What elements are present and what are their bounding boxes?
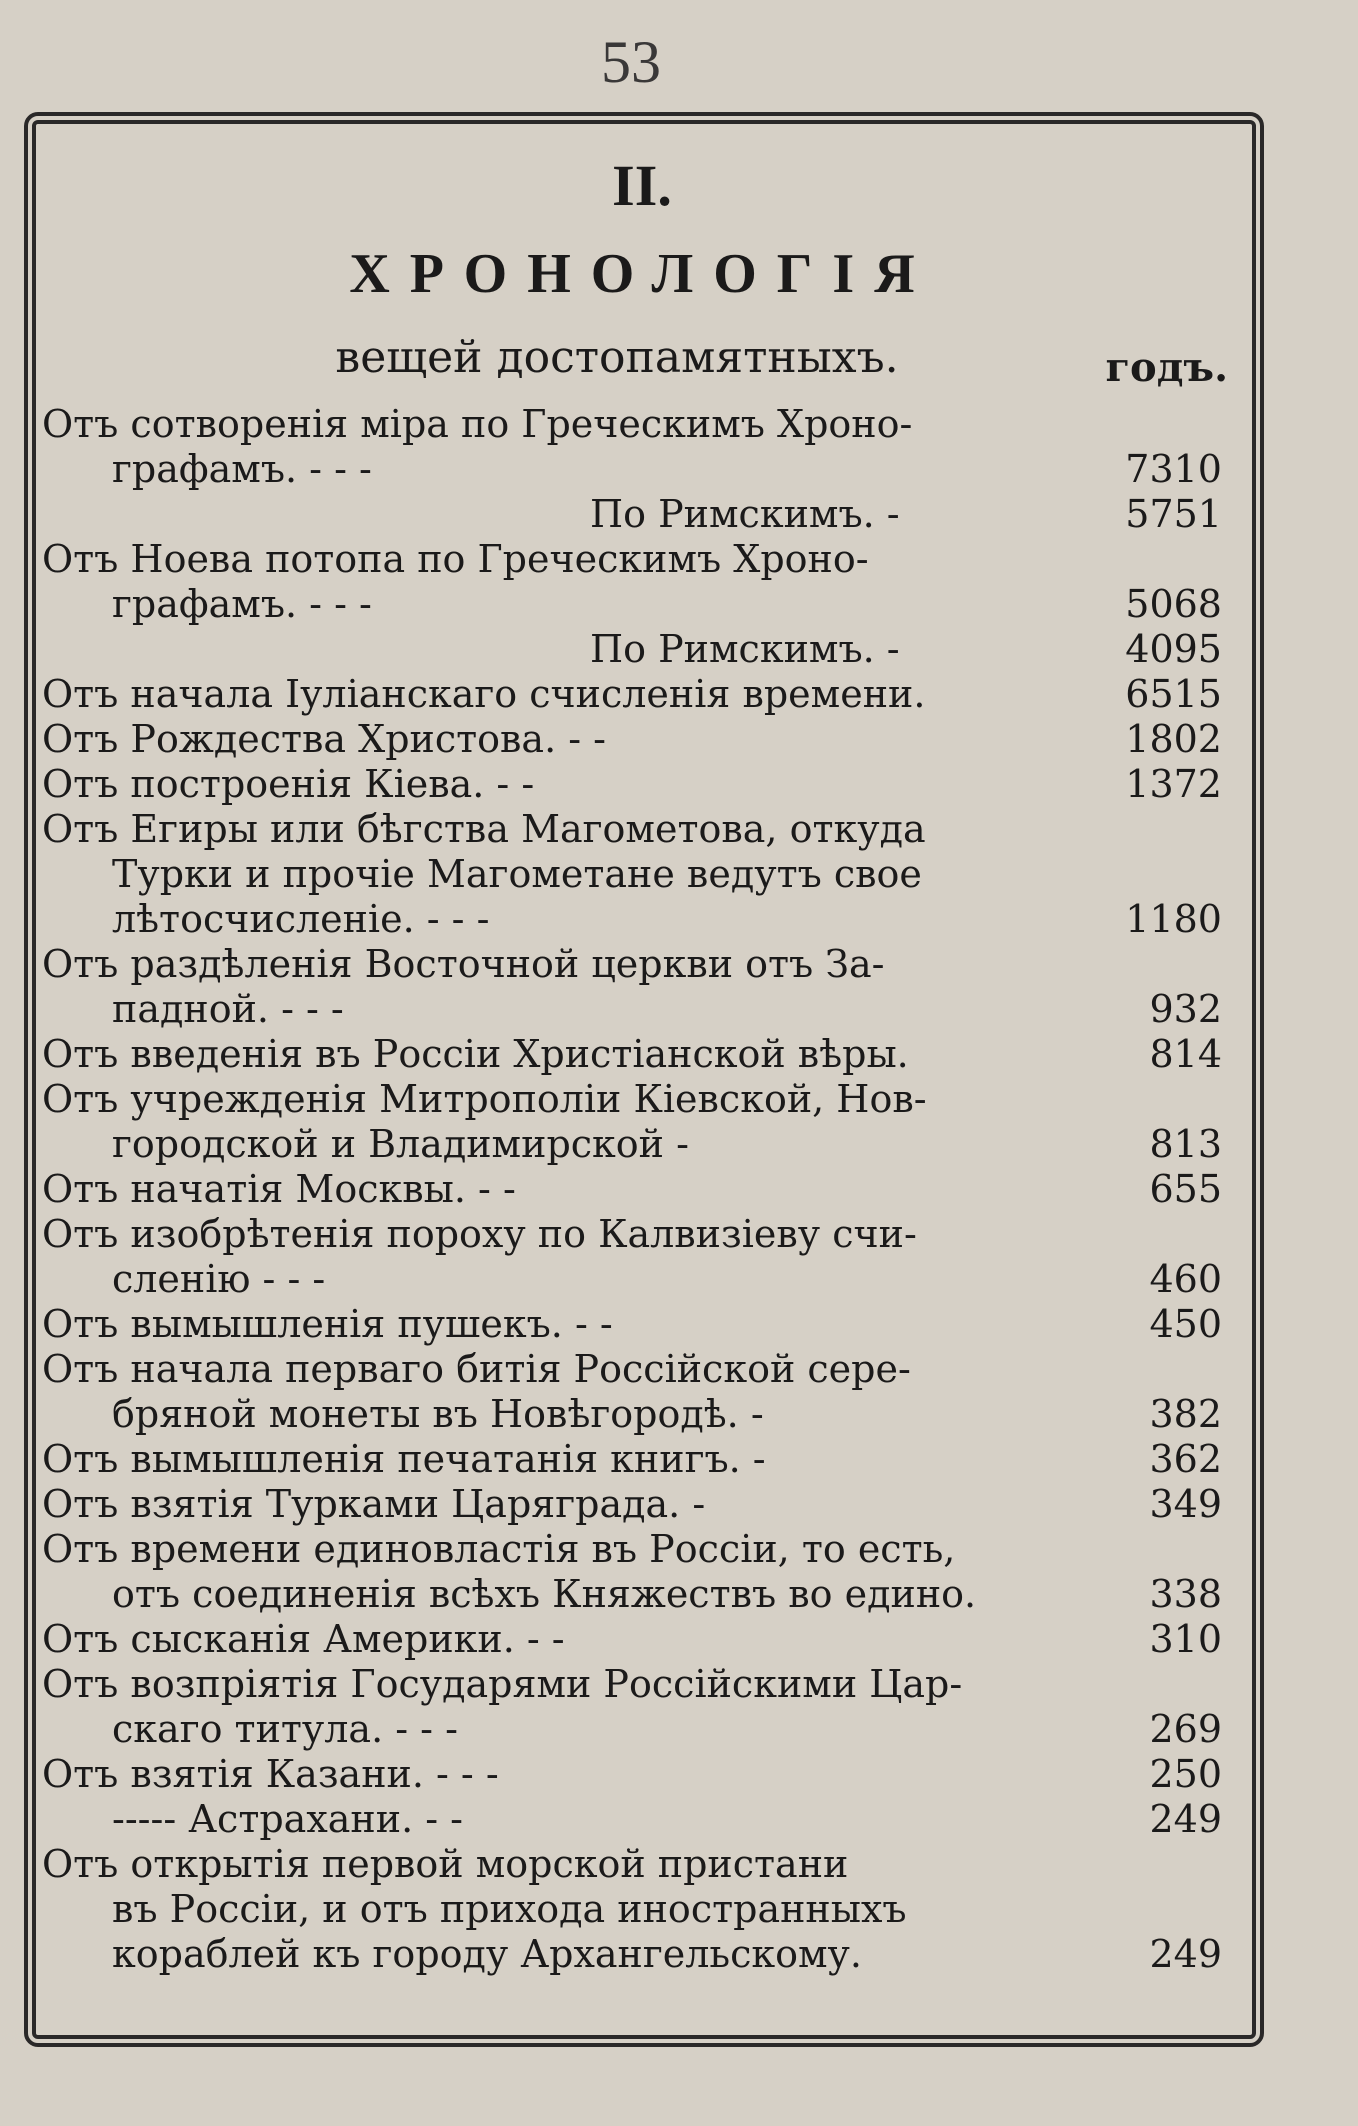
entry-line	[42, 762, 1242, 807]
entry-year: 1180	[1125, 897, 1222, 941]
chronology-entry	[42, 942, 1242, 1032]
entry-year: 269	[1149, 1707, 1222, 1751]
chronology-entry	[42, 672, 1242, 717]
subtitle-row	[42, 328, 1242, 402]
entry-year: 5068	[1125, 582, 1222, 626]
entry-year: 932	[1149, 987, 1222, 1031]
entry-line	[42, 1842, 1242, 1887]
entry-text: Отъ начала Іуліанскаго счисленія времени.	[42, 672, 926, 716]
entry-text: въ Россіи, и отъ прихода иностранныхъ	[112, 1887, 907, 1931]
entry-text: Отъ времени единовластія въ Россіи, то есть,	[42, 1527, 956, 1571]
section-number: II.	[612, 153, 672, 218]
entry-text: городской и Владимирской -	[112, 1122, 689, 1166]
entry-year: 1372	[1125, 762, 1222, 806]
entry-line	[42, 852, 1242, 897]
entry-text: бряной монеты въ Новѣгородѣ. -	[112, 1392, 764, 1436]
entry-text: Отъ открытія первой морской пристани	[42, 1842, 849, 1886]
entry-line	[42, 1167, 1242, 1212]
chronology-entry	[42, 1482, 1242, 1527]
entry-year: 813	[1149, 1122, 1222, 1166]
year-column-header: годъ.	[1105, 344, 1228, 391]
entry-line	[42, 1752, 1242, 1797]
entry-text: Отъ сысканія Америки. - -	[42, 1617, 565, 1661]
entry-line	[42, 582, 1242, 627]
entry-text: Отъ Егиры или бѣгства Магометова, откуда	[42, 807, 926, 851]
entry-year: 249	[1149, 1932, 1222, 1976]
entry-line	[42, 807, 1242, 852]
chronology-entry	[42, 1437, 1242, 1482]
entry-line	[42, 1392, 1242, 1437]
chronology-entry	[42, 1167, 1242, 1212]
entry-text: Отъ построенія Кіева. - -	[42, 762, 535, 806]
entry-line	[42, 1122, 1242, 1167]
entry-year: 362	[1149, 1437, 1222, 1481]
entry-line	[42, 1302, 1242, 1347]
chronology-entry	[42, 1032, 1242, 1077]
entry-text: падной. - - -	[112, 987, 344, 1031]
chronology-entry	[42, 717, 1242, 762]
chronology-entry	[42, 1617, 1242, 1662]
chronology-entry	[42, 537, 1242, 627]
chronology-entry	[42, 1527, 1242, 1617]
chronology-entry	[42, 1347, 1242, 1437]
entry-text: По Римскимъ. -	[590, 627, 900, 671]
entry-text: сленію - - -	[112, 1257, 326, 1301]
entry-line	[42, 1617, 1242, 1662]
entry-text: Отъ введенія въ Россіи Христіанской вѣры.	[42, 1032, 909, 1076]
entry-line	[42, 1077, 1242, 1122]
chronology-entry	[42, 1842, 1242, 1977]
entry-line	[42, 1572, 1242, 1617]
entry-line	[42, 1887, 1242, 1932]
entry-year: 249	[1149, 1797, 1222, 1841]
entry-text: Турки и прочіе Магометане ведутъ свое	[112, 852, 922, 896]
entry-year: 382	[1149, 1392, 1222, 1436]
entry-text: Отъ начатія Москвы. - -	[42, 1167, 516, 1211]
entry-text: графамъ. - - -	[112, 582, 372, 626]
entry-year: 349	[1149, 1482, 1222, 1526]
entry-line	[42, 897, 1242, 942]
chronology-entry	[42, 762, 1242, 807]
entry-line	[42, 987, 1242, 1032]
entry-text: Отъ учрежденія Митрополіи Кіевской, Нов-	[42, 1077, 927, 1121]
entry-text: Отъ Ноева потопа по Греческимъ Хроно-	[42, 537, 869, 581]
entry-line	[42, 1797, 1242, 1842]
entry-year: 5751	[1125, 492, 1222, 536]
entry-text: Отъ сотворенія міра по Греческимъ Хроно-	[42, 402, 913, 446]
entry-text: Отъ взятія Казани. - - -	[42, 1752, 499, 1796]
page-number: 53	[601, 29, 661, 95]
entry-year: 655	[1149, 1167, 1222, 1211]
chronology-entry	[42, 1077, 1242, 1167]
entry-year: 338	[1149, 1572, 1222, 1616]
entry-text: Отъ раздѣленія Восточной церкви отъ За-	[42, 942, 885, 986]
entry-text: Отъ Рождества Христова. - -	[42, 717, 607, 761]
chronology-entry	[42, 492, 1242, 537]
entry-year: 1802	[1125, 717, 1222, 761]
entry-line	[42, 1212, 1242, 1257]
entry-line	[42, 1437, 1242, 1482]
chronology-entry	[42, 807, 1242, 942]
entry-text: Отъ начала перваго битія Россійской сере-	[42, 1347, 911, 1391]
entry-year: 814	[1149, 1032, 1222, 1076]
page-subtitle: вещей достопамятныхъ.	[335, 332, 899, 383]
chronology-entry	[42, 1302, 1242, 1347]
chronology-entry	[42, 1662, 1242, 1752]
entry-line	[42, 1032, 1242, 1077]
entry-text: Отъ вымышленія пушекъ. - -	[42, 1302, 613, 1346]
page-content	[42, 130, 1242, 1977]
entry-text: отъ соединенія всѣхъ Княжествъ во едино.	[112, 1572, 977, 1616]
entry-text: кораблей къ городу Архангельскому.	[112, 1932, 862, 1976]
entry-line	[42, 1347, 1242, 1392]
entry-line	[42, 672, 1242, 717]
entry-text: графамъ. - - -	[112, 447, 372, 491]
entry-line	[42, 447, 1242, 492]
entry-line	[42, 1527, 1242, 1572]
entry-text: Отъ изобрѣтенія пороху по Калвизіеву счи-	[42, 1212, 917, 1256]
entry-line	[42, 1662, 1242, 1707]
entry-line	[42, 1482, 1242, 1527]
entry-year: 460	[1149, 1257, 1222, 1301]
entry-line	[42, 537, 1242, 582]
entry-line	[42, 717, 1242, 762]
chronology-entry	[42, 1797, 1242, 1842]
entry-year: 4095	[1125, 627, 1222, 671]
entry-year: 450	[1149, 1302, 1222, 1346]
chronology-entry	[42, 402, 1242, 492]
entry-text: ----- Астрахани. - -	[112, 1797, 463, 1841]
entry-line	[42, 1707, 1242, 1752]
page-title: ХРОНОЛОГІЯ	[349, 243, 935, 305]
chronology-entry	[42, 627, 1242, 672]
entry-year: 7310	[1125, 447, 1222, 491]
entry-text: Отъ возпріятія Государями Россійскими Цар-	[42, 1662, 963, 1706]
entry-year: 310	[1149, 1617, 1222, 1661]
entry-year: 6515	[1125, 672, 1222, 716]
entry-line	[42, 492, 1242, 537]
chronology-entry	[42, 1752, 1242, 1797]
entry-text: Отъ вымышленія печатанія книгъ. -	[42, 1437, 766, 1481]
entry-line	[42, 402, 1242, 447]
entry-line	[42, 1932, 1242, 1977]
entry-text: скаго титула. - - -	[112, 1707, 458, 1751]
entry-text: Отъ взятія Турками Царяграда. -	[42, 1482, 706, 1526]
entry-text: лѣтосчисленіе. - - -	[112, 897, 490, 941]
entry-year: 250	[1149, 1752, 1222, 1796]
chronology-entry	[42, 1212, 1242, 1302]
entry-line	[42, 627, 1242, 672]
entry-line	[42, 942, 1242, 987]
entry-line	[42, 1257, 1242, 1302]
chronology-list	[42, 402, 1242, 1977]
entry-text: По Римскимъ. -	[590, 492, 900, 536]
